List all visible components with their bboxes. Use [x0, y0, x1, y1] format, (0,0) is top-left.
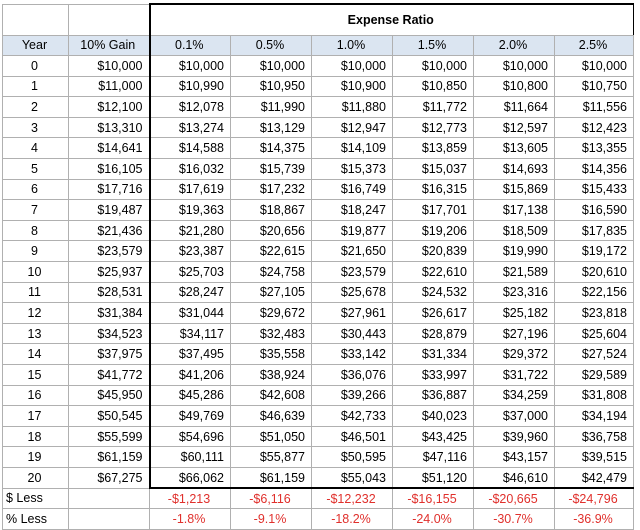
value-cell[interactable]: $43,425 — [393, 426, 474, 447]
column-header[interactable]: 0.5% — [231, 35, 312, 56]
value-cell[interactable]: $11,556 — [555, 97, 634, 118]
value-cell[interactable]: $14,588 — [150, 138, 231, 159]
table-row — [3, 220, 634, 241]
value-cell[interactable]: $23,579 — [312, 262, 393, 283]
value-cell[interactable]: $25,604 — [555, 323, 634, 344]
value-cell[interactable]: $46,639 — [231, 406, 312, 427]
value-cell[interactable]: $55,043 — [312, 467, 393, 488]
value-cell[interactable]: $13,859 — [393, 138, 474, 159]
value-cell[interactable]: $21,650 — [312, 241, 393, 262]
value-cell[interactable]: $28,531 — [69, 282, 150, 303]
value-cell[interactable]: $31,044 — [150, 303, 231, 324]
value-cell[interactable]: $31,808 — [555, 385, 634, 406]
table-row — [3, 97, 634, 118]
value-cell[interactable]: $10,000 — [69, 56, 150, 77]
column-header-row — [3, 35, 634, 56]
value-cell[interactable]: $13,355 — [555, 138, 634, 159]
value-cell[interactable]: $13,129 — [231, 117, 312, 138]
value-cell[interactable]: $22,156 — [555, 282, 634, 303]
negative-value-cell[interactable]: -$16,155 — [393, 488, 474, 509]
year-cell[interactable]: 11 — [3, 282, 69, 303]
year-cell[interactable]: 6 — [3, 179, 69, 200]
year-cell[interactable]: 20 — [3, 467, 69, 488]
value-cell[interactable]: $23,579 — [69, 241, 150, 262]
value-cell[interactable]: $17,716 — [69, 179, 150, 200]
year-cell[interactable]: 17 — [3, 406, 69, 427]
value-cell[interactable]: $61,159 — [231, 467, 312, 488]
value-cell[interactable]: $20,656 — [231, 220, 312, 241]
year-cell[interactable]: 10 — [3, 262, 69, 283]
empty-corner-cell[interactable] — [69, 4, 150, 35]
table-row — [3, 282, 634, 303]
value-cell[interactable]: $37,975 — [69, 344, 150, 365]
table-row — [3, 56, 634, 77]
table-row — [3, 76, 634, 97]
negative-value-cell[interactable]: -30.7% — [474, 509, 555, 530]
value-cell[interactable]: $15,037 — [393, 159, 474, 180]
value-cell[interactable]: $45,950 — [69, 385, 150, 406]
year-cell[interactable]: 3 — [3, 117, 69, 138]
value-cell[interactable]: $16,590 — [555, 200, 634, 221]
value-cell[interactable]: $18,509 — [474, 220, 555, 241]
value-cell[interactable]: $22,615 — [231, 241, 312, 262]
value-cell[interactable]: $15,433 — [555, 179, 634, 200]
value-cell[interactable]: $13,274 — [150, 117, 231, 138]
value-cell[interactable]: $18,247 — [312, 200, 393, 221]
value-cell[interactable]: $46,610 — [474, 467, 555, 488]
value-cell[interactable]: $16,315 — [393, 179, 474, 200]
column-header[interactable]: 2.0% — [474, 35, 555, 56]
value-cell[interactable]: $19,363 — [150, 200, 231, 221]
value-cell[interactable]: $17,619 — [150, 179, 231, 200]
value-cell[interactable]: $10,000 — [312, 56, 393, 77]
value-cell[interactable]: $66,062 — [150, 467, 231, 488]
value-cell[interactable]: $39,515 — [555, 447, 634, 468]
value-cell[interactable]: $36,887 — [393, 385, 474, 406]
negative-value-cell[interactable]: -$20,665 — [474, 488, 555, 509]
value-cell[interactable]: $33,142 — [312, 344, 393, 365]
value-cell[interactable]: $27,961 — [312, 303, 393, 324]
value-cell[interactable]: $55,877 — [231, 447, 312, 468]
value-cell[interactable]: $29,589 — [555, 365, 634, 386]
value-cell[interactable]: $14,641 — [69, 138, 150, 159]
value-cell[interactable]: $39,266 — [312, 385, 393, 406]
value-cell[interactable]: $20,839 — [393, 241, 474, 262]
value-cell[interactable]: $34,194 — [555, 406, 634, 427]
value-cell[interactable]: $10,850 — [393, 76, 474, 97]
empty-cell[interactable] — [69, 488, 150, 509]
value-cell[interactable]: $16,749 — [312, 179, 393, 200]
value-cell[interactable]: $14,693 — [474, 159, 555, 180]
value-cell[interactable]: $50,595 — [312, 447, 393, 468]
column-header[interactable]: 0.1% — [150, 35, 231, 56]
table-row — [3, 323, 634, 344]
value-cell[interactable]: $25,678 — [312, 282, 393, 303]
value-cell[interactable]: $16,105 — [69, 159, 150, 180]
negative-value-cell[interactable]: -$6,116 — [231, 488, 312, 509]
table-row — [3, 200, 634, 221]
value-cell[interactable]: $33,997 — [393, 365, 474, 386]
value-cell[interactable]: $43,157 — [474, 447, 555, 468]
year-cell[interactable]: 19 — [3, 447, 69, 468]
value-cell[interactable]: $60,111 — [150, 447, 231, 468]
value-cell[interactable]: $16,032 — [150, 159, 231, 180]
value-cell[interactable]: $17,138 — [474, 200, 555, 221]
value-cell[interactable]: $10,950 — [231, 76, 312, 97]
value-cell[interactable]: $10,990 — [150, 76, 231, 97]
value-cell[interactable]: $10,000 — [231, 56, 312, 77]
value-cell[interactable]: $28,247 — [150, 282, 231, 303]
table-row — [3, 179, 634, 200]
value-cell[interactable]: $25,703 — [150, 262, 231, 283]
value-cell[interactable]: $34,259 — [474, 385, 555, 406]
value-cell[interactable]: $45,286 — [150, 385, 231, 406]
value-cell[interactable]: $42,608 — [231, 385, 312, 406]
value-cell[interactable]: $19,206 — [393, 220, 474, 241]
negative-value-cell[interactable]: -$1,213 — [150, 488, 231, 509]
value-cell[interactable]: $15,869 — [474, 179, 555, 200]
value-cell[interactable]: $25,937 — [69, 262, 150, 283]
value-cell[interactable]: $22,610 — [393, 262, 474, 283]
year-cell[interactable]: 8 — [3, 220, 69, 241]
value-cell[interactable]: $11,990 — [231, 97, 312, 118]
value-cell[interactable]: $41,772 — [69, 365, 150, 386]
table-row — [3, 303, 634, 324]
year-cell[interactable]: 12 — [3, 303, 69, 324]
value-cell[interactable]: $32,483 — [231, 323, 312, 344]
value-cell[interactable]: $30,443 — [312, 323, 393, 344]
empty-corner-cell[interactable] — [3, 4, 69, 35]
summary-label[interactable]: % Less — [3, 509, 69, 530]
value-cell[interactable]: $24,758 — [231, 262, 312, 283]
value-cell[interactable]: $13,310 — [69, 117, 150, 138]
value-cell[interactable]: $14,109 — [312, 138, 393, 159]
value-cell[interactable]: $21,280 — [150, 220, 231, 241]
year-cell[interactable]: 0 — [3, 56, 69, 77]
value-cell[interactable]: $19,487 — [69, 200, 150, 221]
value-cell[interactable]: $67,275 — [69, 467, 150, 488]
table-row — [3, 344, 634, 365]
group-header-row — [3, 4, 634, 35]
year-cell[interactable]: 14 — [3, 344, 69, 365]
value-cell[interactable]: $20,610 — [555, 262, 634, 283]
value-cell[interactable]: $19,990 — [474, 241, 555, 262]
table-row — [3, 385, 634, 406]
percent-less-row — [3, 509, 634, 530]
column-header[interactable]: Year — [3, 35, 69, 56]
value-cell[interactable]: $34,523 — [69, 323, 150, 344]
table-row — [3, 138, 634, 159]
value-cell[interactable]: $21,436 — [69, 220, 150, 241]
year-cell[interactable]: 7 — [3, 200, 69, 221]
value-cell[interactable]: $46,501 — [312, 426, 393, 447]
value-cell[interactable]: $19,877 — [312, 220, 393, 241]
value-cell[interactable]: $27,105 — [231, 282, 312, 303]
table-row — [3, 467, 634, 488]
value-cell[interactable]: $21,589 — [474, 262, 555, 283]
value-cell[interactable]: $51,120 — [393, 467, 474, 488]
value-cell[interactable]: $12,597 — [474, 117, 555, 138]
value-cell[interactable]: $10,000 — [150, 56, 231, 77]
table-row — [3, 241, 634, 262]
value-cell[interactable]: $40,023 — [393, 406, 474, 427]
value-cell[interactable]: $17,232 — [231, 179, 312, 200]
value-cell[interactable]: $37,495 — [150, 344, 231, 365]
value-cell[interactable]: $31,722 — [474, 365, 555, 386]
empty-cell[interactable] — [69, 509, 150, 530]
value-cell[interactable]: $10,750 — [555, 76, 634, 97]
value-cell[interactable]: $29,672 — [231, 303, 312, 324]
value-cell[interactable]: $24,532 — [393, 282, 474, 303]
negative-value-cell[interactable]: -18.2% — [312, 509, 393, 530]
value-cell[interactable]: $34,117 — [150, 323, 231, 344]
value-cell[interactable]: $41,206 — [150, 365, 231, 386]
value-cell[interactable]: $10,000 — [555, 56, 634, 77]
value-cell[interactable]: $61,159 — [69, 447, 150, 468]
value-cell[interactable]: $15,373 — [312, 159, 393, 180]
value-cell[interactable]: $23,316 — [474, 282, 555, 303]
value-cell[interactable]: $11,000 — [69, 76, 150, 97]
value-cell[interactable]: $38,924 — [231, 365, 312, 386]
value-cell[interactable]: $12,100 — [69, 97, 150, 118]
value-cell[interactable]: $10,000 — [393, 56, 474, 77]
value-cell[interactable]: $27,524 — [555, 344, 634, 365]
value-cell[interactable]: $19,172 — [555, 241, 634, 262]
column-header[interactable]: 10% Gain — [69, 35, 150, 56]
value-cell[interactable]: $42,479 — [555, 467, 634, 488]
value-cell[interactable]: $11,772 — [393, 97, 474, 118]
expense-ratio-table — [2, 3, 634, 530]
value-cell[interactable]: $31,384 — [69, 303, 150, 324]
table-row — [3, 117, 634, 138]
year-cell[interactable]: 9 — [3, 241, 69, 262]
value-cell[interactable]: $25,182 — [474, 303, 555, 324]
negative-value-cell[interactable]: -9.1% — [231, 509, 312, 530]
value-cell[interactable]: $10,000 — [474, 56, 555, 77]
value-cell[interactable]: $14,356 — [555, 159, 634, 180]
value-cell[interactable]: $10,800 — [474, 76, 555, 97]
year-cell[interactable]: 13 — [3, 323, 69, 344]
value-cell[interactable]: $36,758 — [555, 426, 634, 447]
value-cell[interactable]: $13,605 — [474, 138, 555, 159]
value-cell[interactable]: $51,050 — [231, 426, 312, 447]
year-cell[interactable]: 18 — [3, 426, 69, 447]
value-cell[interactable]: $39,960 — [474, 426, 555, 447]
table-row — [3, 426, 634, 447]
column-header[interactable]: 1.0% — [312, 35, 393, 56]
column-header[interactable]: 1.5% — [393, 35, 474, 56]
value-cell[interactable]: $14,375 — [231, 138, 312, 159]
value-cell[interactable]: $29,372 — [474, 344, 555, 365]
value-cell[interactable]: $35,558 — [231, 344, 312, 365]
value-cell[interactable]: $11,664 — [474, 97, 555, 118]
value-cell[interactable]: $47,116 — [393, 447, 474, 468]
value-cell[interactable]: $17,835 — [555, 220, 634, 241]
table-row — [3, 159, 634, 180]
value-cell[interactable]: $28,879 — [393, 323, 474, 344]
dollar-less-row — [3, 488, 634, 509]
negative-value-cell[interactable]: -24.0% — [393, 509, 474, 530]
year-cell[interactable]: 4 — [3, 138, 69, 159]
value-cell[interactable]: $12,078 — [150, 97, 231, 118]
summary-label[interactable]: $ Less — [3, 488, 69, 509]
value-cell[interactable]: $11,880 — [312, 97, 393, 118]
value-cell[interactable]: $23,387 — [150, 241, 231, 262]
year-cell[interactable]: 16 — [3, 385, 69, 406]
value-cell[interactable]: $26,617 — [393, 303, 474, 324]
negative-value-cell[interactable]: -1.8% — [150, 509, 231, 530]
negative-value-cell[interactable]: -$12,232 — [312, 488, 393, 509]
value-cell[interactable]: $23,818 — [555, 303, 634, 324]
value-cell[interactable]: $18,867 — [231, 200, 312, 221]
value-cell[interactable]: $49,769 — [150, 406, 231, 427]
value-cell[interactable]: $12,773 — [393, 117, 474, 138]
value-cell[interactable]: $42,733 — [312, 406, 393, 427]
value-cell[interactable]: $15,739 — [231, 159, 312, 180]
value-cell[interactable]: $54,696 — [150, 426, 231, 447]
column-header[interactable]: 2.5% — [555, 35, 634, 56]
year-cell[interactable]: 5 — [3, 159, 69, 180]
value-cell[interactable]: $17,701 — [393, 200, 474, 221]
year-cell[interactable]: 2 — [3, 97, 69, 118]
value-cell[interactable]: $36,076 — [312, 365, 393, 386]
table-row — [3, 406, 634, 427]
value-cell[interactable]: $12,947 — [312, 117, 393, 138]
value-cell[interactable]: $10,900 — [312, 76, 393, 97]
negative-value-cell[interactable]: -$24,796 — [555, 488, 634, 509]
table-row — [3, 262, 634, 283]
value-cell[interactable]: $50,545 — [69, 406, 150, 427]
value-cell[interactable]: $55,599 — [69, 426, 150, 447]
value-cell[interactable]: $31,334 — [393, 344, 474, 365]
year-cell[interactable]: 15 — [3, 365, 69, 386]
table-row — [3, 365, 634, 386]
expense-ratio-title[interactable]: Expense Ratio — [150, 4, 634, 35]
year-cell[interactable]: 1 — [3, 76, 69, 97]
value-cell[interactable]: $27,196 — [474, 323, 555, 344]
value-cell[interactable]: $37,000 — [474, 406, 555, 427]
negative-value-cell[interactable]: -36.9% — [555, 509, 634, 530]
table-row — [3, 447, 634, 468]
value-cell[interactable]: $12,423 — [555, 117, 634, 138]
